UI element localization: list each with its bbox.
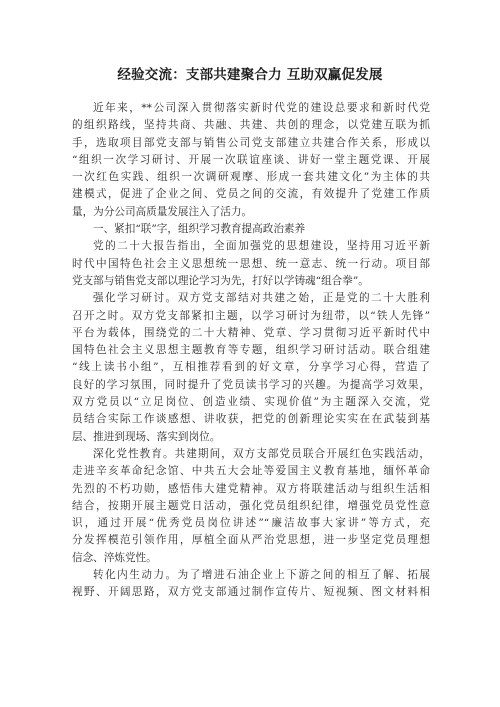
text-line: 召开之时。双方党支部紧扣主题，以学习研讨为纽带，以“铁人先锋” <box>72 309 430 322</box>
text-line: 走进辛亥革命纪念馆、中共五大会址等爱国主义教育基地，缅怀革命 <box>72 465 430 478</box>
text-line: 分发挥模范引领作用，厚植全面从严治党思想，进一步坚定党员理想 <box>72 534 430 547</box>
document-body <box>72 100 430 602</box>
text-line: 党的二十大报告指出，全面加强党的思想建设，坚持用习近平新 <box>93 240 430 253</box>
text-line: “线上读书小组”，互相推荐看到的好文章，分享学习心得，营造了 <box>72 361 430 374</box>
text-line: 党支部与销售党支部以理论学习为先，打好以学铸魂“组合拳”。 <box>72 274 369 287</box>
text-line: 强化学习研讨。双方党支部结对共建之始，正是党的二十大胜利 <box>93 292 430 305</box>
text-line: 的组织路线，坚持共商、共融、共建、共创的理念，以党建互联为抓 <box>72 119 430 132</box>
text-line: 一、紧扣“联”字，组织学习教育提高政治素养 <box>93 223 306 236</box>
text-line: 结合，按期开展主题党日活动，强化党员组织纪律，增强党员党性意 <box>72 499 430 512</box>
text-line: 良好的学习氛围，同时提升了党员读书学习的兴趣。为提高学习效果， <box>72 378 430 391</box>
text-line: 时代中国特色社会主义思想统一思想、统一意志、统一行动。项目部 <box>72 257 430 270</box>
text-line: 层、推进到现场、落实到岗位。 <box>72 430 221 443</box>
text-line: 近年来，**公司深入贯彻落实新时代党的建设总要求和新时代党 <box>93 102 430 114</box>
text-line: 量，为分公司高质量发展注入了活力。 <box>72 205 253 218</box>
text-line: “组织一次学习研讨、开展一次联谊座谈、讲好一堂主题党课、开展 <box>72 153 430 166</box>
text-line: 深化党性教育。共建期间，双方支部党员联合开展红色实践活动， <box>93 447 430 460</box>
text-line: 国特色社会主义思想主题教育等专题，组织学习研讨活动。联合组建 <box>72 344 430 357</box>
text-line: 先烈的不朽功勋，感悟伟大建党精神。双方将联建活动与组织生活相 <box>72 482 430 495</box>
text-line: 手，选取项目部党支部与销售公司党支部建立共建合作关系，形成以 <box>72 136 430 149</box>
text-line: 员结合实际工作谈感想、讲收获，把党的创新理论实实在在武装到基 <box>72 413 430 426</box>
document-title: 经验交流：支部共建聚合力 互助双赢促发展 <box>117 67 383 83</box>
text-line: 双方党员以“立足岗位、创造业绩、实现价值”为主题深入交流，党 <box>72 396 430 409</box>
text-line: 平台为载体，围绕党的二十大精神、党章、学习贯彻习近平新时代中 <box>72 326 430 339</box>
text-line: 识，通过开展“优秀党员岗位讲述”“廉洁故事大家讲”等方式，充 <box>72 517 430 530</box>
text-line: 视野、开阔思路，双方党支部通过制作宣传片、短视频、图文材料相 <box>72 586 430 599</box>
text-line: 信念、淬炼党性。 <box>72 551 157 564</box>
text-line: 一次红色实践、组织一次调研观摩、形成一套共建文化”为主体的共 <box>72 171 430 184</box>
text-line: 建模式，促进了企业之间、党员之间的交流，有效提升了党建工作质 <box>72 188 430 201</box>
text-line: 转化内生动力。为了增进石油企业上下游之间的相互了解、拓展 <box>93 569 430 582</box>
